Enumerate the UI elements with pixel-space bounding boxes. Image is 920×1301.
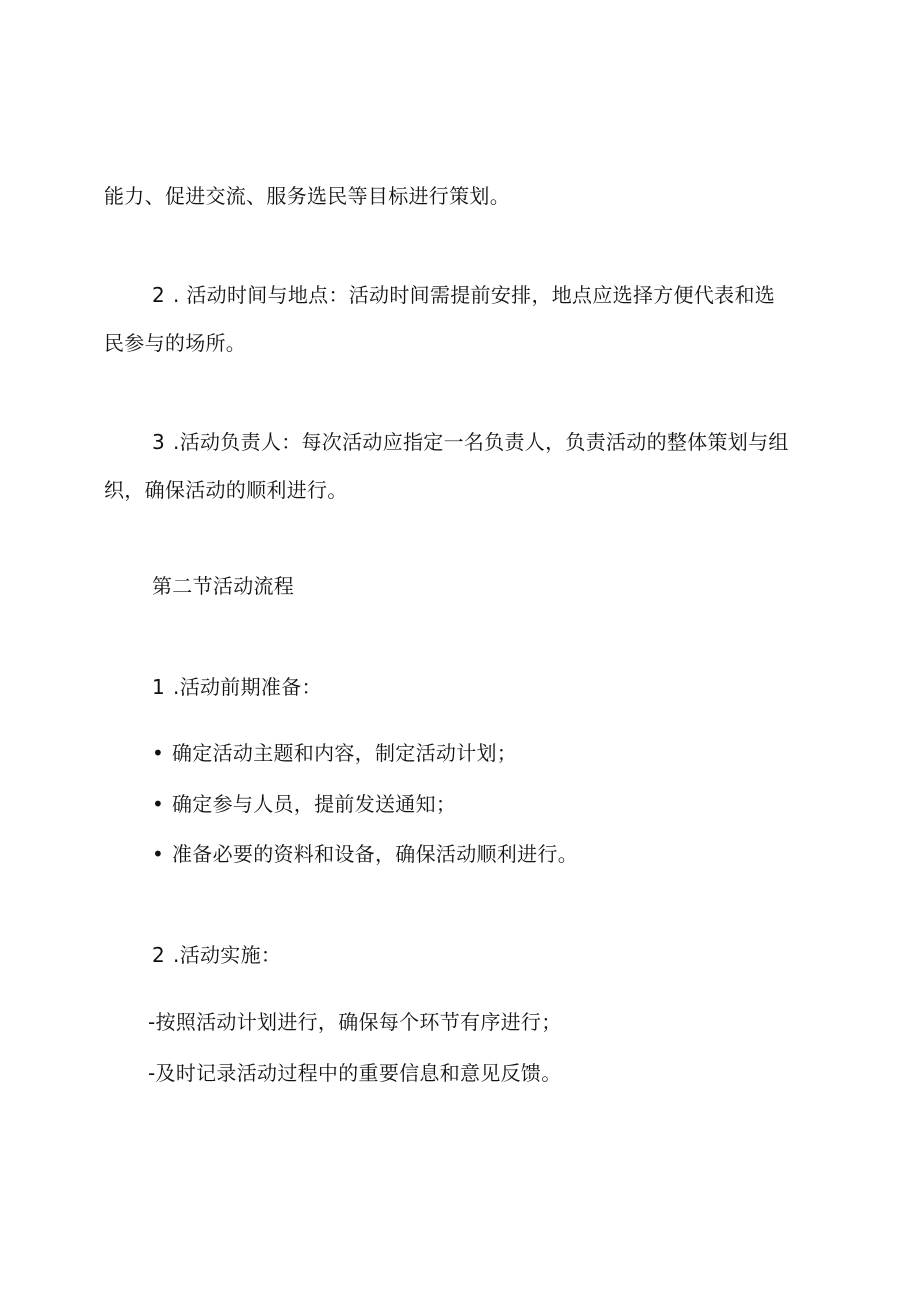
bullet-icon: • [152, 842, 165, 866]
section-heading: 第二节活动流程 [152, 574, 295, 598]
step-number: 2 [152, 943, 166, 967]
list-number: 3 [152, 430, 166, 454]
dash-item: -按照活动计划进行，确保每个环节有序进行； [148, 1010, 562, 1034]
list-item-text: . 活动时间与地点：活动时间需提前安排，地点应选择方便代表和选 [173, 283, 776, 307]
bullet-icon: • [152, 792, 165, 816]
bullet-item [152, 792, 456, 816]
bullet-text: 确定活动主题和内容，制定活动计划； [172, 741, 518, 765]
list-item-3-line-1 [152, 430, 789, 454]
list-item-2-line-2: 民参与的场所。 [104, 331, 247, 355]
step-1-heading [152, 675, 322, 699]
paragraph-line: 能力、促进交流、服务选民等目标进行策划。 [104, 184, 510, 208]
step-2-heading [152, 943, 281, 967]
bullet-text: 确定参与人员，提前发送通知； [172, 792, 457, 816]
step-number: 1 [152, 675, 166, 699]
list-item-3-line-2: 织，确保活动的顺利进行。 [104, 478, 348, 502]
bullet-item [152, 842, 578, 866]
bullet-icon: • [152, 741, 165, 765]
step-label: .活动实施： [173, 943, 282, 967]
dash-item: -及时记录活动过程中的重要信息和意见反馈。 [148, 1061, 562, 1085]
list-item-text: .活动负责人：每次活动应指定一名负责人，负责活动的整体策划与组 [173, 430, 789, 454]
step-label: .活动前期准备： [173, 675, 322, 699]
list-number: 2 [152, 283, 166, 307]
bullet-text: 准备必要的资料和设备，确保活动顺利进行。 [172, 842, 578, 866]
bullet-item [152, 741, 517, 765]
list-item-2-line-1 [152, 283, 775, 307]
